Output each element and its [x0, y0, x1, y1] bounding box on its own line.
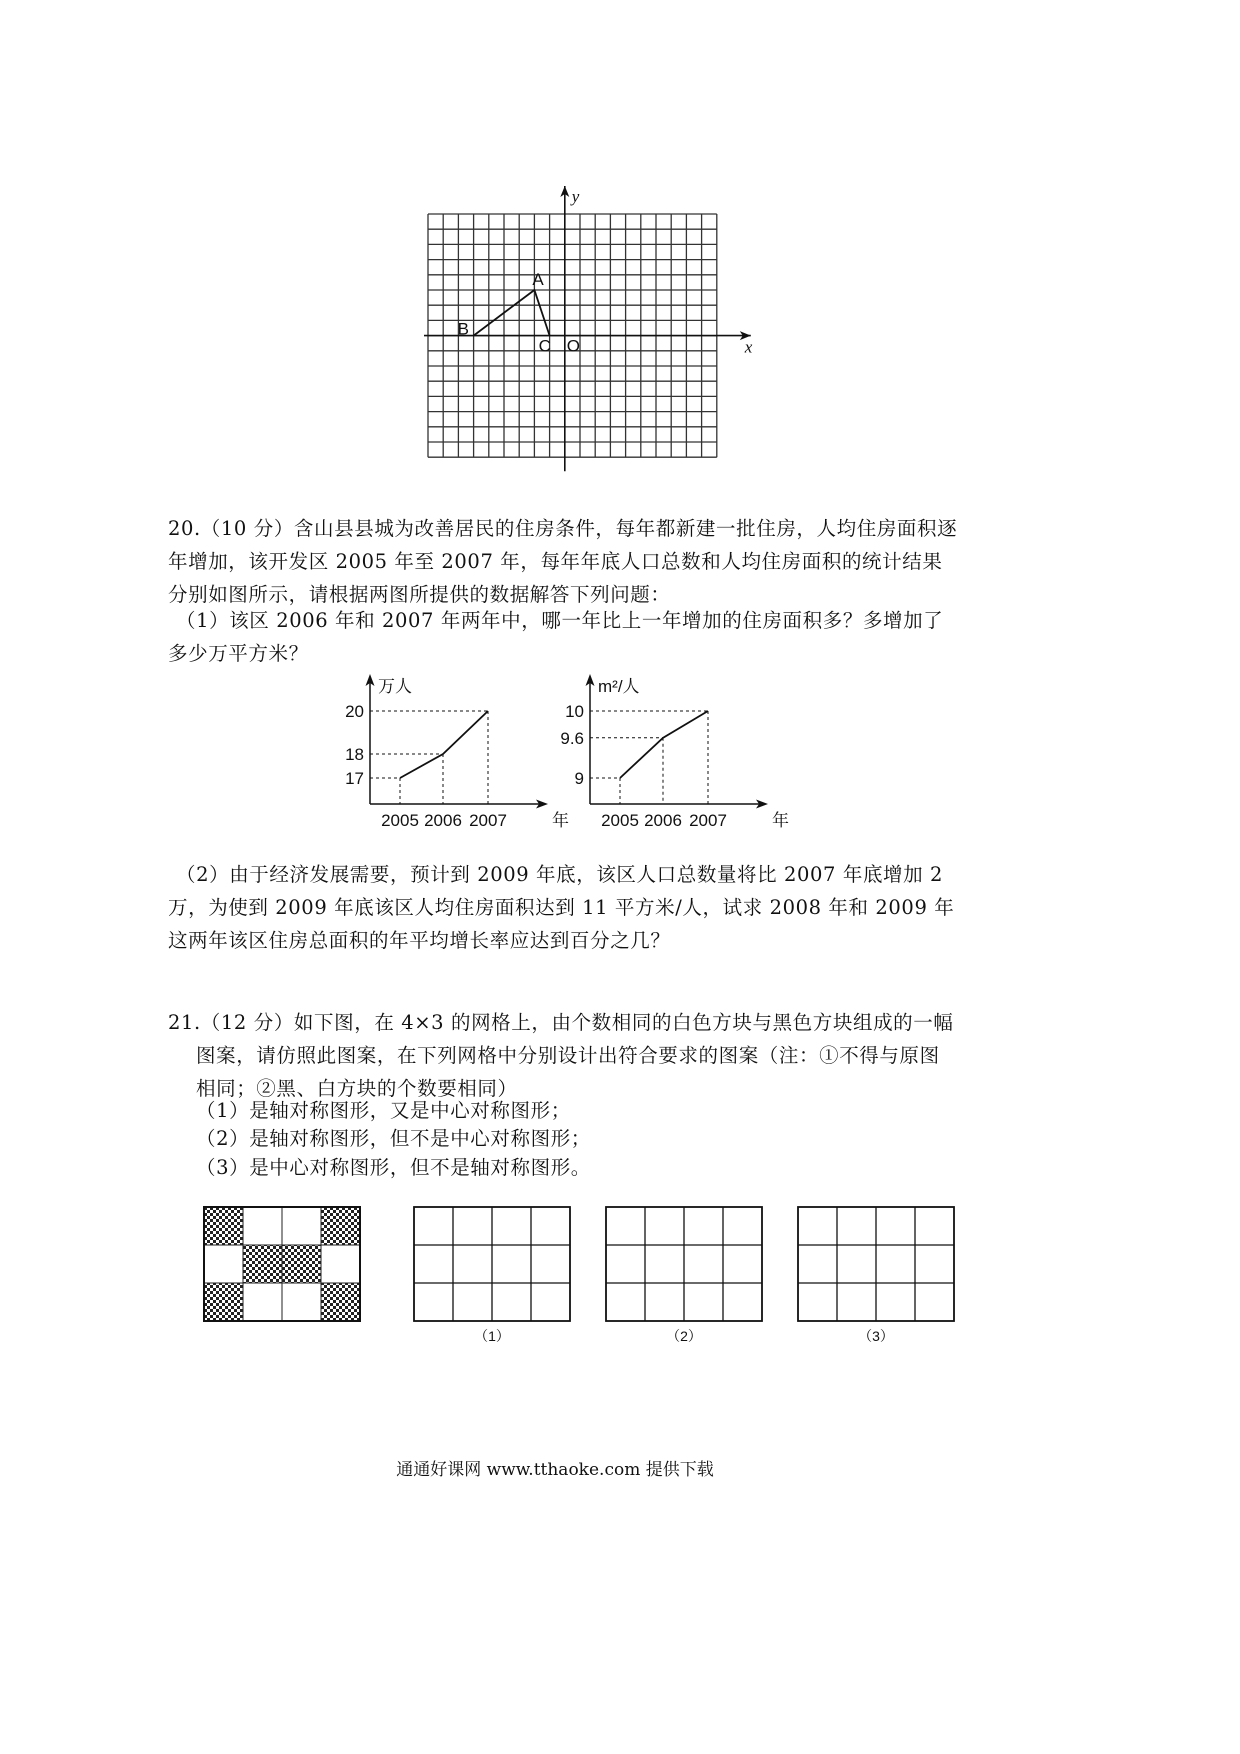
x-axis-title: 年 — [552, 811, 569, 830]
y-tick-label: 10 — [565, 702, 584, 721]
white-cell — [243, 1207, 282, 1245]
housing-area-line-chart — [550, 668, 789, 838]
population-line-chart — [330, 668, 569, 838]
triangle-sides — [474, 290, 550, 336]
white-cell — [321, 1245, 360, 1283]
x-tick-label: 2006 — [644, 811, 682, 830]
y-tick-label: 9 — [574, 769, 584, 788]
white-cell — [243, 1283, 282, 1321]
pattern-grids-figure — [180, 1195, 970, 1345]
q20-part1: （1）该区 2006 年和 2007 年两年中，哪一年比上一年增加的住房面积多？多增加了多少万平方米？ — [168, 609, 944, 665]
y-axis-label: y — [571, 187, 580, 206]
black-cell — [204, 1207, 243, 1245]
series-line — [620, 711, 708, 778]
origin-label: O — [566, 336, 581, 356]
black-cell — [321, 1207, 360, 1245]
blank-grid-2 — [606, 1207, 762, 1321]
black-cell — [321, 1283, 360, 1321]
y-axis-title: m²/人 — [598, 677, 640, 696]
q21-item2: （2）是轴对称图形，但不是中心对称图形； — [196, 1127, 591, 1150]
coordinate-grid-figure — [420, 178, 753, 468]
y-tick-label: 17 — [345, 769, 364, 788]
q21-item1: （1）是轴对称图形，又是中心对称图形； — [196, 1099, 571, 1122]
x-tick-label: 2007 — [469, 811, 507, 830]
y-axis-title: 万人 — [378, 677, 412, 696]
white-cell — [282, 1207, 321, 1245]
point-label-b: B — [457, 319, 469, 339]
white-cell — [204, 1245, 243, 1283]
x-tick-label: 2006 — [424, 811, 462, 830]
page-footer: 通通好课网 www.tthaoke.com 提供下载 — [396, 1460, 714, 1480]
q21-intro: 21.（12 分）如下图，在 4×3 的网格上，由个数相同的白色方块与黑色方块组成的一幅图案，请仿照此图案，在下列网格中分别设计出符合要求的图案（注：①不得与原图相同；②黑、白方块的个数要相同） — [168, 1011, 954, 1100]
y-tick-label: 20 — [345, 702, 364, 721]
q21-item3: （3）是中心对称图形，但不是轴对称图形。 — [196, 1156, 591, 1179]
point-label-a: A — [532, 270, 544, 289]
triangle-abc — [474, 290, 550, 336]
blank-grid-3 — [798, 1207, 954, 1321]
grid-label-1: （1） — [474, 1328, 510, 1344]
y-tick-label: 9.6 — [560, 728, 584, 748]
point-label-c: C — [538, 336, 551, 356]
series-line — [400, 711, 488, 778]
original-pattern-grid — [204, 1207, 360, 1321]
blank-grid-1 — [414, 1207, 570, 1321]
x-tick-label: 2005 — [381, 811, 419, 830]
x-tick-label: 2005 — [601, 811, 639, 830]
q20-part2: （2）由于经济发展需要，预计到 2009 年底，该区人口总数量将比 2007 年底增加 2 万，为使到 2009 年底该区人均住房面积达到 11 平方米/人，试求 2008 年和 2009 年这两年该区住房总面积的年平均增长率应达到百分之几？ — [168, 863, 955, 952]
black-cell — [204, 1283, 243, 1321]
x-axis-title: 年 — [772, 811, 789, 830]
q20-intro: 20.（10 分）含山县县城为改善居民的住房条件，每年都新建一批住房，人均住房面积逐年增加，该开发区 2005 年至 2007 年，每年年底人口总数和人均住房面积的统计结果分别如图所示，请根据两图所提供的数据解答下列问题： — [168, 517, 958, 606]
black-cell — [282, 1245, 321, 1283]
black-cell — [243, 1245, 282, 1283]
x-tick-label: 2007 — [689, 811, 727, 830]
white-cell — [282, 1283, 321, 1321]
grid-label-2: （2） — [666, 1328, 702, 1344]
grid-label-3: （3） — [858, 1328, 894, 1344]
y-tick-label: 18 — [345, 745, 364, 764]
x-axis-label: x — [744, 337, 753, 357]
